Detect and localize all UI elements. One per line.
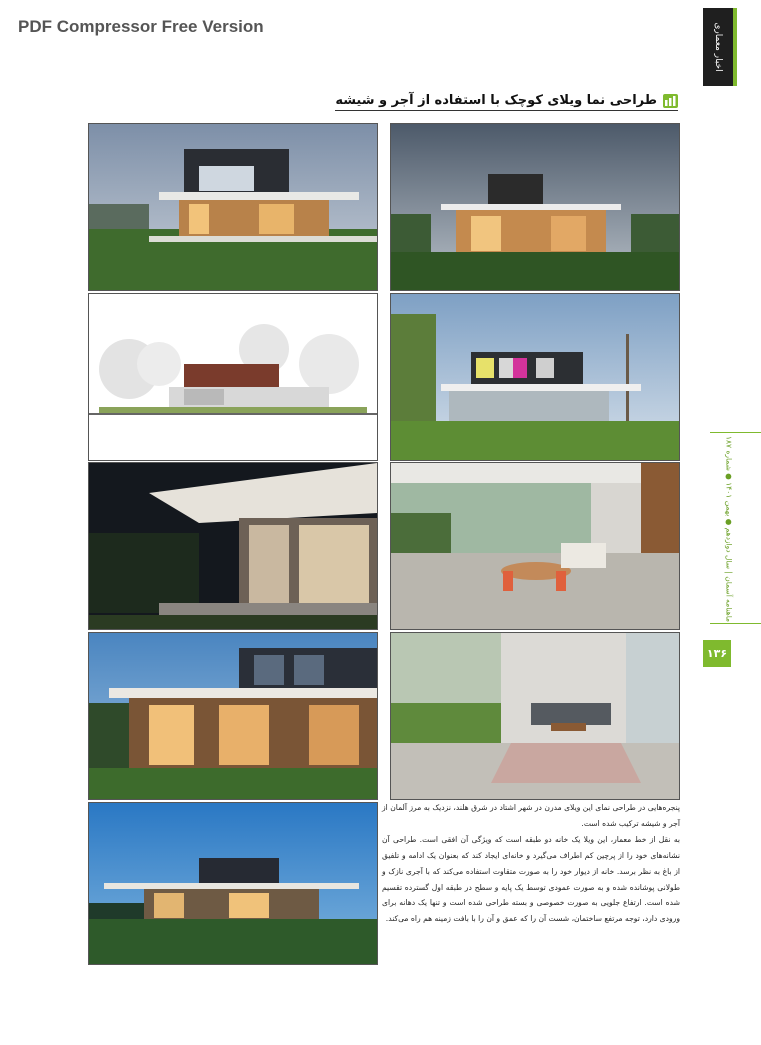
article-paragraph: به نقل از خط معمار، این ویلا یک خانه دو طبقه است که ویژگی آن افقی است. طراحی آن نشانه‌های خود را از پرچین کم اطراف می‌گیرد و خانه‌ای ایجاد کند که بعنوان یک ادامه و تلفیق از باغ به نظر برسد. خانه از دیوار خود را به صورت متقاوت استفاده می‌کند که با آجری نازک و طولانی پوشانده شده و به صورت عمودی توسط یک پایه و سطح در طبقه اول گسترده تقسیم شده است. ارتفاع جلویی به صورت خصوصی و بسته طراحی شده است و تنها یک دهانه برای ورودی دارد، توجه مرتفع ساختمان، شست آن را که عمق و آن را با بافت زمینه هم راه می‌کند. (382, 834, 680, 924)
photo-villa-evening-lawn (88, 632, 378, 800)
photo-villa-front-garden (390, 123, 680, 291)
issue-info (722, 436, 736, 622)
divider (710, 623, 761, 624)
photo-interior-living (390, 632, 680, 800)
photo-elevation-drawing (88, 293, 378, 461)
article-body (382, 800, 680, 927)
photo-night-terrace (88, 462, 378, 630)
issue-info-label: ماهنامه آسمان | سال دوازدهم ● بهمن ۱۴۰۱ ● شماره ۱۸۷ (724, 435, 734, 623)
watermark: PDF Compressor Free Version (18, 17, 264, 36)
article-paragraph: پنجره‌هایی در طراحی نمای این ویلای مدرن در شهر اشتاد در شرق هلند، نزدیک به مرز آلمان از آجر و شیشه ترکیب شده است. (382, 803, 680, 828)
building-icon (663, 94, 678, 108)
article-title: طراحی نما ویلای کوچک با استفاده از آجر و شیشه (335, 93, 657, 108)
section-tab-label: اخبار معماری (713, 22, 723, 72)
photo-villa-night-blue (88, 802, 378, 965)
article-heading (335, 93, 678, 111)
photo-villa-dusk-side (88, 123, 378, 291)
page-number: ۱۳۶ (703, 640, 731, 667)
divider (710, 432, 761, 433)
photo-interior-dining (390, 462, 680, 630)
section-tab (703, 8, 737, 86)
photo-villa-colored-windows (390, 293, 680, 461)
